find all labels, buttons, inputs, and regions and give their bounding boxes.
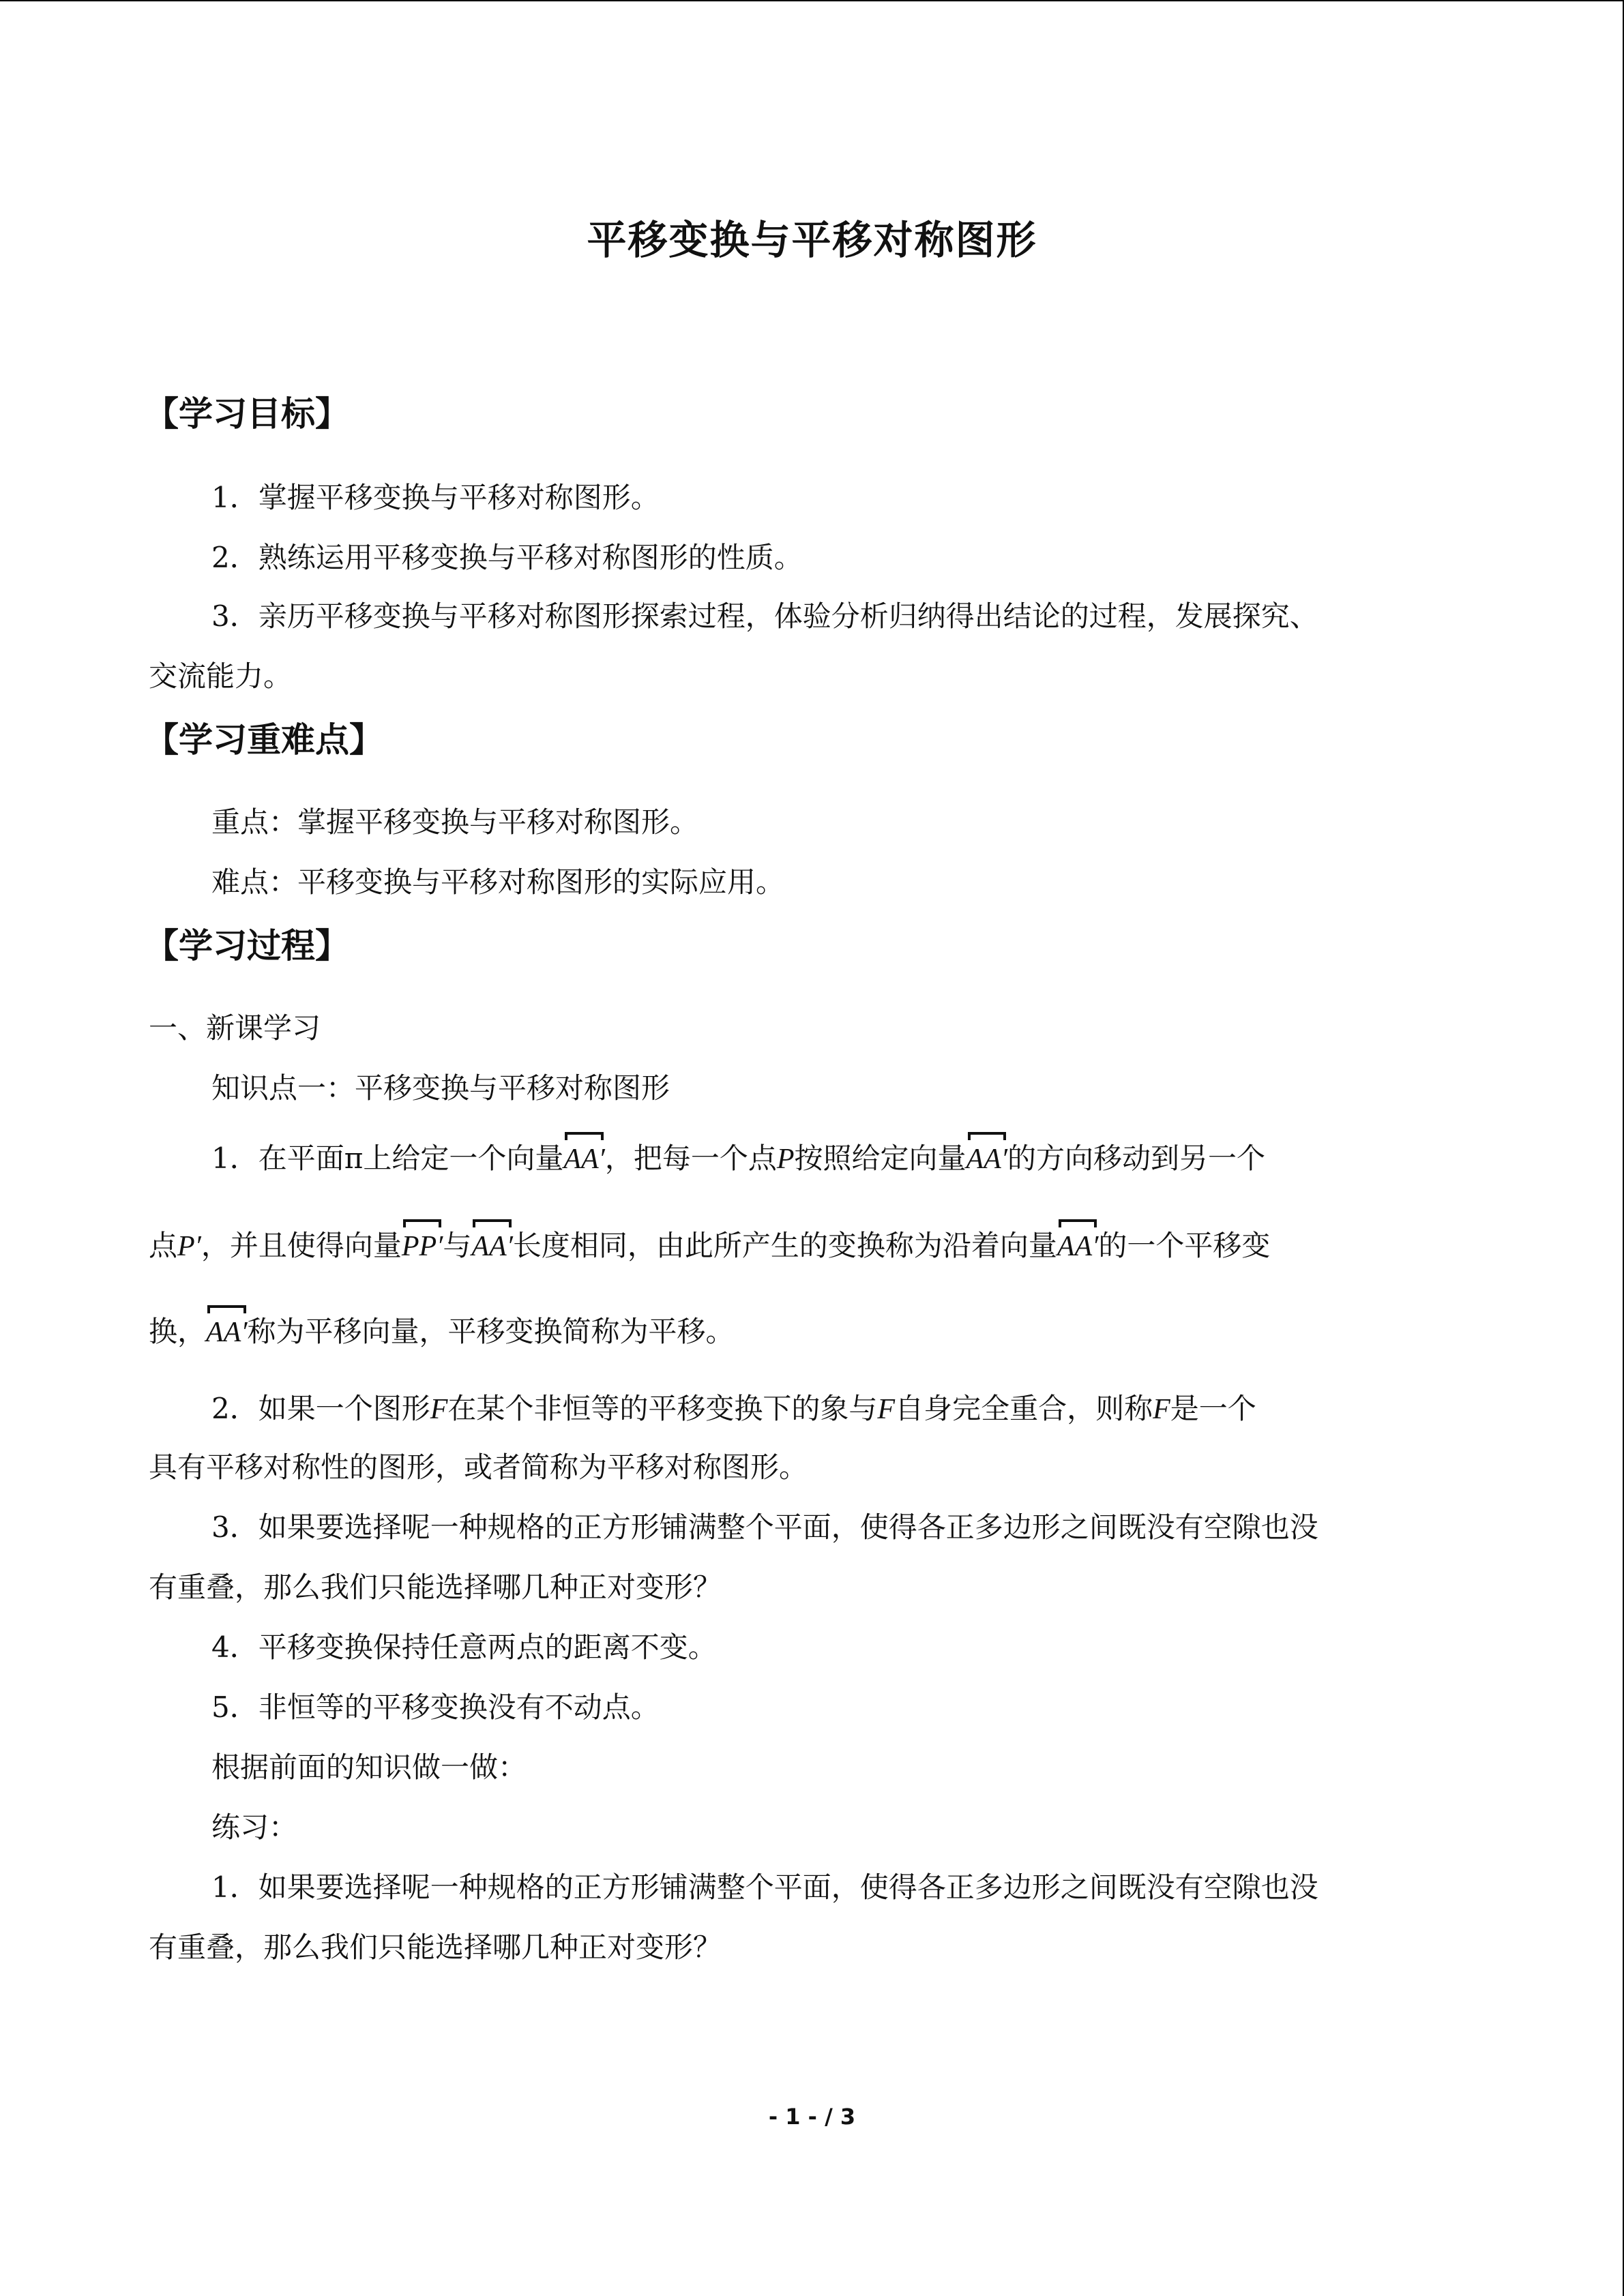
- text: 与: [443, 1229, 472, 1262]
- document-title: 平移变换与平移对称图形: [587, 217, 1037, 263]
- vector-AA-prime: AA′: [471, 1223, 513, 1267]
- text: 按照给定向量: [794, 1142, 966, 1175]
- knowledge-point: 知识点一：平移变换与平移对称图形: [211, 1071, 670, 1105]
- objective-1: 1．掌握平移变换与平移对称图形。: [211, 481, 660, 514]
- vector-AA-prime: AA′: [966, 1136, 1008, 1180]
- item5: 5．非恒等的平移变换没有不动点。: [211, 1690, 660, 1724]
- difficult-point: 难点：平移变换与平移对称图形的实际应用。: [211, 865, 785, 899]
- text: 点: [149, 1229, 178, 1262]
- item4: 4．平移变换保持任意两点的距离不变。: [211, 1630, 717, 1664]
- item2-line1: [211, 1388, 1256, 1430]
- page-number: - 1 - / 3: [768, 2104, 856, 2130]
- vector-AA-prime: AA′: [206, 1309, 248, 1353]
- text: 换，: [149, 1315, 207, 1348]
- text: 是一个: [1170, 1392, 1256, 1425]
- exercise-1-line1: 1．如果要选择呢一种规格的正方形铺满整个平面，使得各正多边形之间既没有空隙也没: [211, 1870, 1318, 1904]
- objective-3-cont: 交流能力。: [149, 659, 293, 693]
- item3-line1: 3．如果要选择呢一种规格的正方形铺满整个平面，使得各正多边形之间既没有空隙也没: [211, 1510, 1318, 1544]
- point-P-prime: P′: [177, 1231, 201, 1262]
- key-point: 重点：掌握平移变换与平移对称图形。: [211, 805, 699, 839]
- text: 长度相同，由此所产生的变换称为沿着向量: [512, 1229, 1057, 1262]
- objective-3: 3．亲历平移变换与平移对称图形探索过程，体验分析归纳得出结论的过程，发展探究、: [211, 599, 1318, 633]
- text: 的一个平移变: [1098, 1229, 1271, 1262]
- do-it-prompt: 根据前面的知识做一做：: [211, 1750, 527, 1784]
- vector-AA-prime: AA′: [563, 1136, 605, 1180]
- figure-F: F: [430, 1394, 448, 1425]
- text: 2．如果一个图形: [211, 1392, 430, 1425]
- item1-line3: [149, 1309, 735, 1353]
- exercise-label: 练习：: [211, 1810, 298, 1844]
- text: 称为平移向量，平移变换简称为平移。: [247, 1315, 735, 1348]
- text: ，并且使得向量: [201, 1229, 402, 1262]
- text: 的方向移动到另一个: [1007, 1142, 1266, 1175]
- item1-line2: [149, 1223, 1270, 1267]
- item2-line2: 具有平移对称性的图形，或者简称为平移对称图形。: [149, 1450, 808, 1484]
- objectives-heading: 【学习目标】: [145, 394, 349, 434]
- text: 1．在平面π上给定一个向量: [211, 1142, 564, 1175]
- item1-line1: [211, 1136, 1265, 1180]
- objective-2: 2．熟练运用平移变换与平移对称图形的性质。: [211, 541, 803, 574]
- text: ，把每一个点: [604, 1142, 777, 1175]
- new-lesson-heading: 一、新课学习: [149, 1011, 321, 1045]
- key-points-heading: 【学习重难点】: [145, 720, 383, 760]
- process-heading: 【学习过程】: [145, 926, 349, 966]
- vector-AA-prime: AA′: [1057, 1223, 1099, 1267]
- text: 自身完全重合，则称: [895, 1392, 1153, 1425]
- exercise-1-line2: 有重叠，那么我们只能选择哪几种正对变形？: [149, 1930, 722, 1964]
- point-P: P: [776, 1144, 795, 1175]
- item3-line2: 有重叠，那么我们只能选择哪几种正对变形？: [149, 1570, 722, 1604]
- vector-PP-prime: PP′: [402, 1223, 443, 1267]
- text: 在某个非恒等的平移变换下的象与: [447, 1392, 878, 1425]
- figure-F: F: [877, 1394, 896, 1425]
- figure-F: F: [1153, 1394, 1170, 1425]
